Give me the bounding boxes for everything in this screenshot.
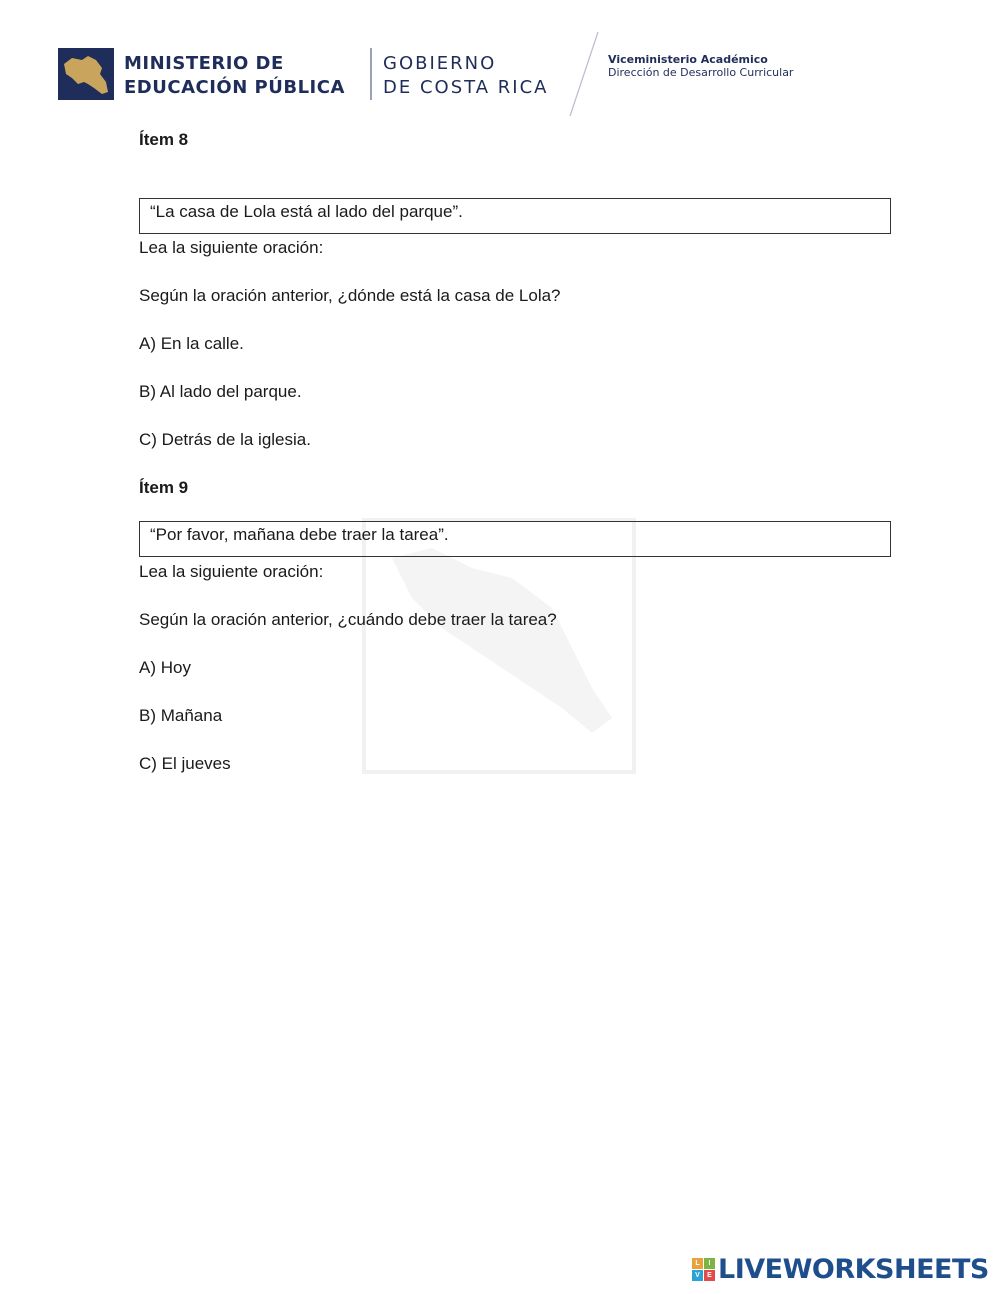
ministry-line-1: MINISTERIO DE [124,53,284,74]
government-line-1: GOBIERNO [383,53,497,74]
badge-letter-l: L [692,1258,703,1269]
costa-rica-map-icon [58,48,114,100]
item-9-question: Según la oración anterior, ¿cuándo debe traer la tarea? [139,610,557,629]
item-8-instruction: Lea la siguiente oración: [139,238,324,257]
vice-ministry [608,53,793,79]
item-8-quote-box [139,198,891,234]
item-8-question: Según la oración anterior, ¿dónde está la casa de Lola? [139,286,561,305]
ministry-name [124,52,345,100]
item-9-option-c[interactable]: C) El jueves [139,754,231,773]
item-9-option-a[interactable]: A) Hoy [139,658,191,677]
item-8-title: Ítem 8 [139,130,189,149]
item-9-option-b[interactable]: B) Mañana [139,706,223,725]
item-9-instruction: Lea la siguiente oración: [139,562,324,581]
government-line-2: DE COSTA RICA [383,77,549,98]
ministry-line-2: EDUCACIÓN PÚBLICA [124,77,345,98]
government-name [383,52,548,100]
item-8-quote: “La casa de Lola está al lado del parque”. [150,202,463,221]
header-slash-divider [566,30,602,120]
page-header [0,0,1000,120]
item-8-option-c[interactable]: C) Detrás de la iglesia. [139,430,311,449]
badge-letter-v: V [692,1270,703,1281]
vice-ministry-title: Viceministerio Académico [608,53,768,66]
vice-ministry-subtitle: Dirección de Desarrollo Curricular [608,66,794,79]
badge-letter-i: I [704,1258,715,1269]
ministry-logo [58,48,114,100]
item-9-quote: “Por favor, mañana debe traer la tarea”. [150,525,449,544]
liveworksheets-wordmark: LIVEWORKSHEETS [718,1254,989,1285]
item-9-quote-box [139,521,891,557]
liveworksheets-badge-icon [692,1258,716,1282]
item-8-option-b[interactable]: B) Al lado del parque. [139,382,302,401]
item-8-option-a[interactable]: A) En la calle. [139,334,244,353]
badge-letter-e: E [704,1270,715,1281]
header-divider [370,48,372,100]
item-9-title: Ítem 9 [139,478,189,497]
